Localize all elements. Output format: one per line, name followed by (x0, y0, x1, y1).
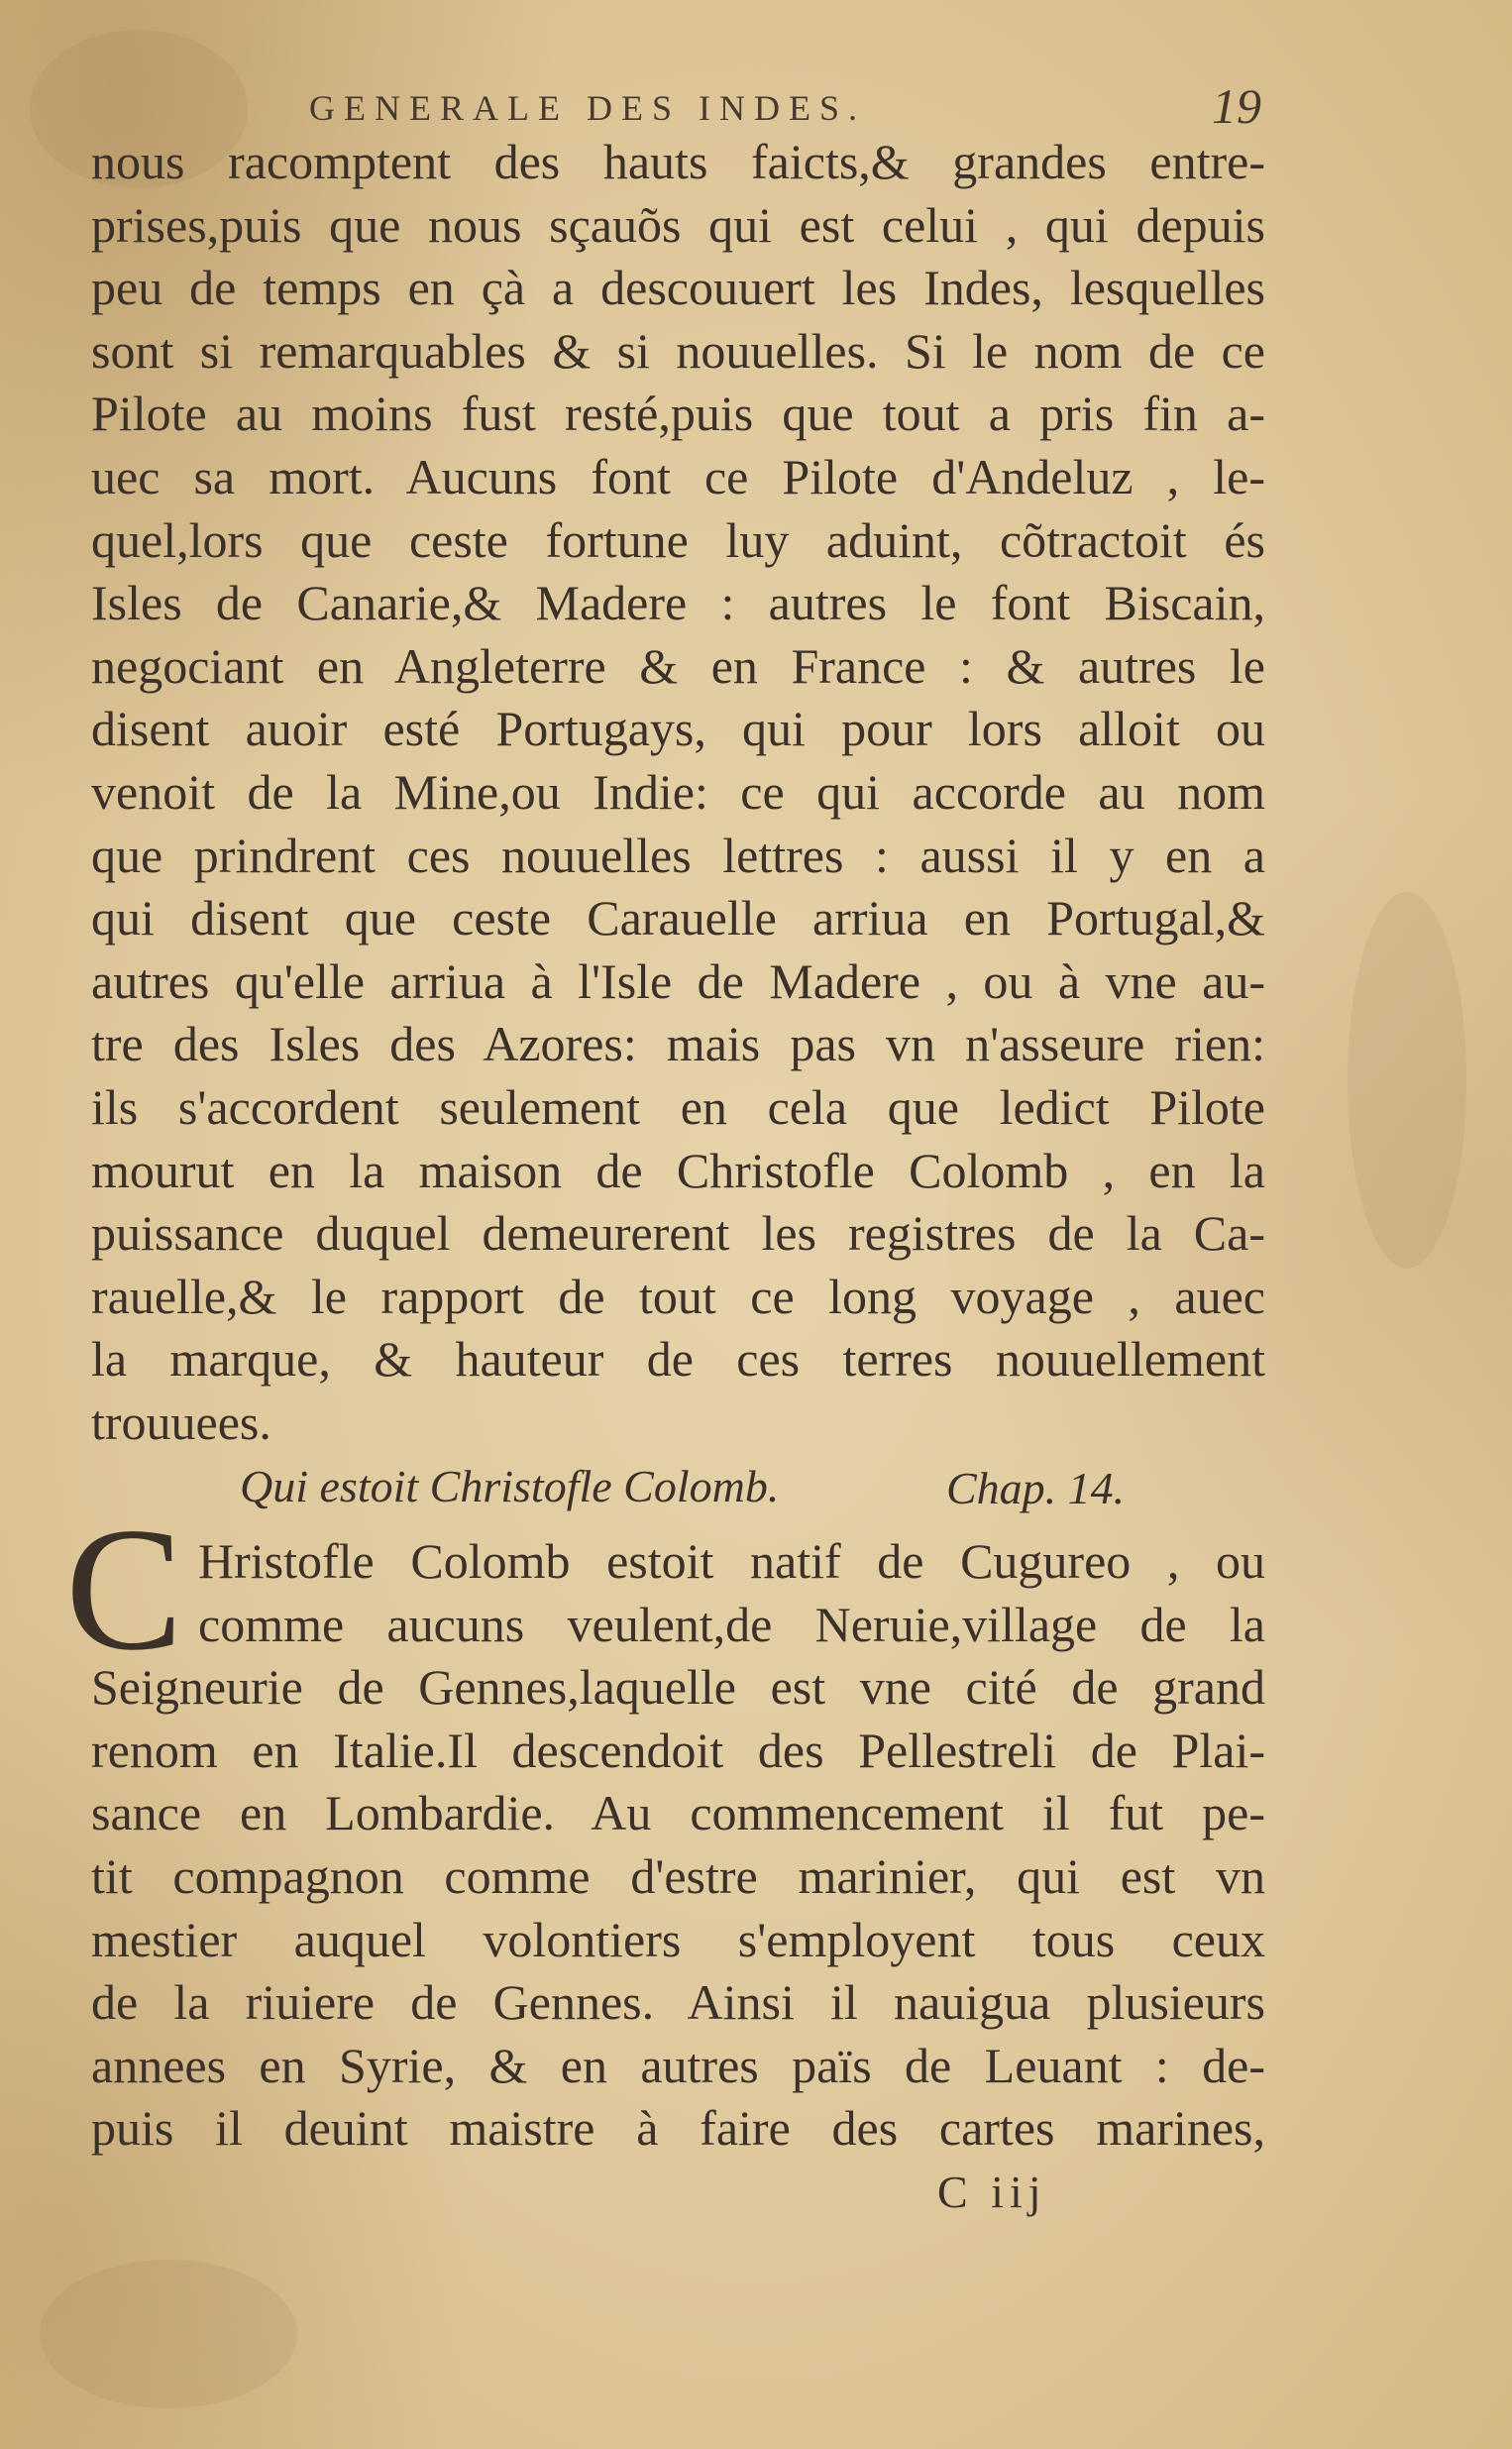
paper-stain (1348, 892, 1466, 1269)
text-line: puis il deuint maistre à faire des cartes marines, (91, 2100, 1265, 2157)
text-line: mestier auquel volontiers s'employent tous ceux (91, 1911, 1265, 1967)
text-line: sont si remarquables & si nouuelles. Si le nom de ce (91, 322, 1265, 379)
text-line: comme aucuns veulent,de Neruie,village de la (198, 1596, 1265, 1652)
text-line: tit compagnon comme d'estre marinier, qui est vn (91, 1847, 1265, 1904)
text-line: uec sa mort. Aucuns font ce Pilote d'Andeluz , le- (91, 448, 1265, 504)
text-line: de la riuiere de Gennes. Ainsi il nauigua plusieurs (91, 1974, 1265, 2031)
text-line: puissance duquel demeurerent les registres de la Ca- (91, 1205, 1265, 1262)
text-line: Isles de Canarie,& Madere : autres le font Biscain, (91, 575, 1265, 631)
chapter-text (91, 1530, 1265, 2161)
text-line: trouuees. (91, 1393, 271, 1450)
text-line: prises,puis que nous sçauõs qui est celui , qui depuis (91, 196, 1265, 253)
text-line: Seigneurie de Gennes,laquelle est vne cité de grand (91, 1659, 1265, 1716)
running-head: GENERALE DES INDES. (309, 88, 866, 128)
chapter-title: Qui estoit Christofle Colomb. (240, 1461, 780, 1511)
text-line: venoit de la Mine,ou Indie: ce qui accorde au nom (91, 763, 1265, 820)
text-line: nous racomptent des hauts faicts,& grandes entre- (91, 134, 1265, 189)
text-line: que prindrent ces nouuelles lettres : aussi il y en a (91, 827, 1265, 883)
signature-mark: C iij (937, 2167, 1047, 2217)
chapter-heading (0, 1454, 1512, 1523)
text-line: disent auoir esté Portugays, qui pour lors alloit ou (91, 701, 1265, 757)
page-number: 19 (1212, 78, 1261, 134)
text-line: mourut en la maison de Christofle Colomb , en la (91, 1142, 1265, 1198)
text-line: renom en Italie.Il descendoit des Pellestreli de Plai- (91, 1722, 1265, 1778)
paper-stain (40, 2260, 297, 2408)
text-line: autres qu'elle arriua à l'Isle de Madere , ou à vne au- (91, 952, 1265, 1009)
text-line: tre des Isles des Azores: mais pas vn n'asseure rien: (91, 1016, 1265, 1072)
text-line: annees en Syrie, & en autres païs de Leuant : de- (91, 2037, 1265, 2093)
text-line: rauelle,& le rapport de tout ce long voyage , auec (91, 1268, 1265, 1324)
text-line: quel,lors que ceste fortune luy aduint, cõtractoit és (91, 511, 1265, 568)
text-line: la marque, & hauteur de ces terres nouuellement (91, 1331, 1265, 1388)
chapter-number: Chap. 14. (946, 1463, 1126, 1513)
text-line: Hristofle Colomb estoit natif de Cugureo , ou (198, 1533, 1265, 1589)
drop-cap: C (65, 1491, 183, 1687)
text-line: ils s'accordent seulement en cela que ledict Pilote (91, 1078, 1265, 1135)
text-line: Pilote au moins fust resté,puis que tout a pris fin a- (91, 386, 1265, 442)
text-line: negociant en Angleterre & en France : & autres le (91, 637, 1265, 694)
text-line: qui disent que ceste Carauelle arriua en Portugal,& (91, 890, 1265, 946)
body-text (91, 131, 1265, 1454)
text-line: peu de temps en çà a descouuert les Indes, lesquelles (91, 260, 1265, 316)
text-line: sance en Lombardie. Au commencement il fut pe- (91, 1785, 1265, 1841)
